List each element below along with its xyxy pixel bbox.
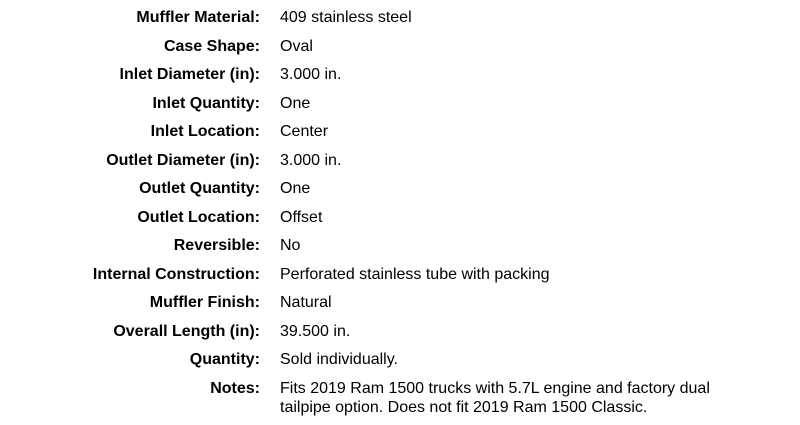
spec-row-internal-construction — [0, 261, 800, 290]
spec-value: Perforated stainless tube with packing — [280, 265, 550, 283]
spec-row-outlet-diameter — [0, 147, 800, 176]
spec-label: Inlet Quantity: — [152, 94, 260, 112]
spec-label: Case Shape: — [163, 37, 260, 55]
spec-row-outlet-location — [0, 204, 800, 233]
spec-value: 39.500 in. — [280, 322, 351, 340]
spec-row-inlet-diameter — [0, 61, 800, 90]
specifications-table — [0, 4, 800, 417]
spec-value: Offset — [280, 208, 323, 226]
spec-row-muffler-finish — [0, 289, 800, 318]
spec-value: One — [280, 94, 311, 112]
spec-label: Outlet Location: — [137, 208, 260, 226]
spec-label: Quantity: — [189, 351, 260, 368]
spec-row-notes — [0, 375, 800, 417]
spec-row-outlet-quantity — [0, 175, 800, 204]
spec-row-case-shape — [0, 33, 800, 62]
spec-value: Natural — [280, 294, 332, 311]
spec-value: No — [280, 237, 301, 254]
spec-label: Muffler Material: — [136, 9, 260, 26]
spec-label: Reversible: — [173, 237, 260, 254]
spec-row-reversible — [0, 232, 800, 261]
spec-label: Internal Construction: — [92, 265, 260, 283]
spec-value: Fits 2019 Ram 1500 trucks with 5.7L engine and factory dual tailpipe option. Does not fit 2019 Ram 1500 Classic. — [280, 379, 710, 416]
spec-value: Center — [280, 123, 329, 140]
spec-value: 3.000 in. — [280, 66, 342, 83]
spec-label: Outlet Diameter (in): — [106, 151, 260, 169]
spec-label: Muffler Finish: — [149, 294, 260, 311]
spec-value: Oval — [280, 37, 313, 55]
spec-label: Inlet Diameter (in): — [119, 66, 260, 83]
spec-row-muffler-material — [0, 4, 800, 33]
spec-value: 3.000 in. — [280, 151, 342, 169]
spec-row-inlet-location — [0, 118, 800, 147]
spec-label: Inlet Location: — [150, 123, 260, 140]
spec-label: Overall Length (in): — [113, 322, 260, 340]
spec-label: Outlet Quantity: — [139, 180, 260, 197]
spec-label: Notes: — [210, 379, 260, 397]
spec-value: One — [280, 180, 311, 197]
spec-value: 409 stainless steel — [280, 9, 412, 26]
spec-row-overall-length — [0, 318, 800, 347]
spec-row-quantity — [0, 346, 800, 375]
spec-row-inlet-quantity — [0, 90, 800, 119]
spec-value: Sold individually. — [280, 351, 398, 368]
